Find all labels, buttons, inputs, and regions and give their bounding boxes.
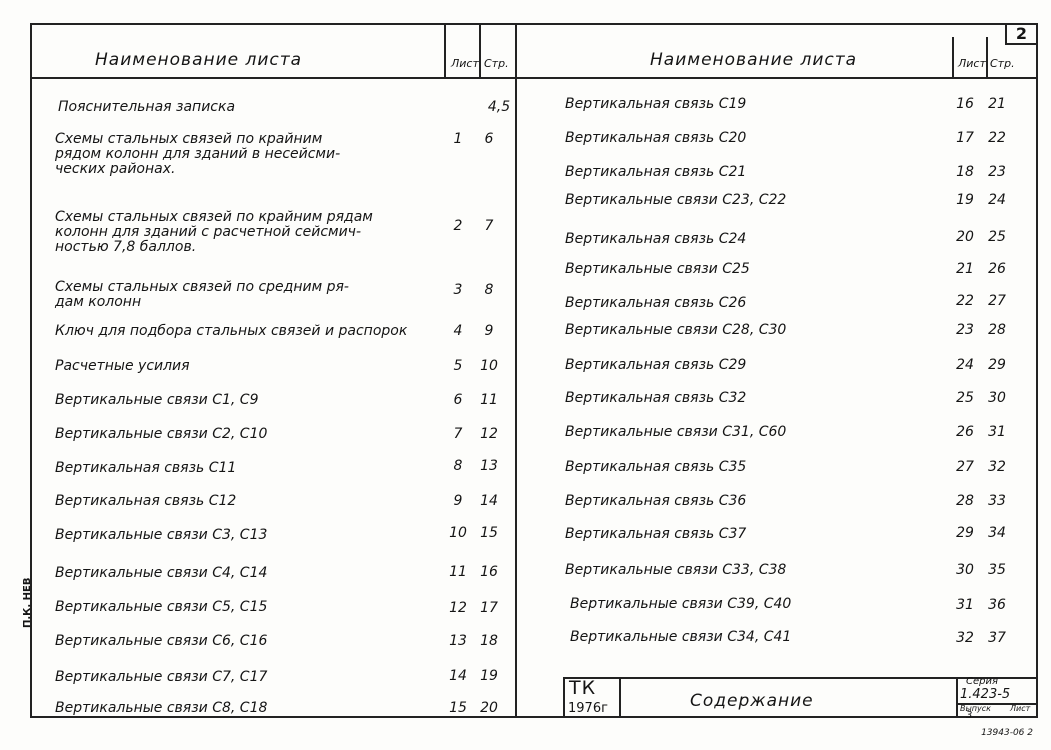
left-row-text: Вертикальная связь С12 (55, 493, 237, 509)
right-row-page: 33 (988, 493, 1006, 509)
left-row-sheet: 8 (453, 458, 463, 474)
sheet-label: Лист (1010, 704, 1031, 713)
right-row-page: 22 (988, 130, 1006, 146)
right-row-sheet: 32 (956, 630, 974, 646)
org-year: 1976г (568, 701, 608, 716)
left-row-page: 12 (480, 426, 498, 442)
left-row-page: 11 (480, 392, 498, 408)
right-sheet-col-line (952, 37, 954, 79)
header-rule (30, 77, 1038, 79)
left-sheet-col-line (444, 23, 446, 79)
left-row-sheet: 14 (449, 668, 467, 684)
right-row-text: Вертикальные связи С25 (565, 261, 750, 277)
left-row-text: Вертикальная связь С11 (55, 460, 237, 476)
right-row-page: 36 (988, 597, 1006, 613)
right-header-page: Стр. (990, 57, 1015, 70)
left-row-sheet: 3 (453, 282, 463, 298)
page-number-badge (1005, 23, 1038, 45)
left-page-col-line (479, 23, 481, 79)
right-row-text: Вертикальные связи С23, С22 (565, 192, 787, 208)
left-row-sheet: 10 (449, 525, 467, 541)
right-row-page: 34 (988, 525, 1006, 541)
right-row-text: Вертикальная связь С36 (565, 493, 747, 509)
right-row-sheet: 20 (956, 229, 974, 245)
right-row-sheet: 16 (956, 96, 974, 112)
left-row-text: Вертикальные связи С3, С13 (55, 527, 268, 543)
right-row-page: 29 (988, 357, 1006, 373)
right-row-page: 27 (988, 293, 1006, 309)
right-row-sheet: 25 (956, 390, 974, 406)
left-row-page: 20 (480, 700, 498, 716)
left-row-sheet: 1 (453, 131, 463, 147)
right-row-page: 26 (988, 261, 1006, 277)
left-row-text: ческих районах. (55, 161, 176, 177)
left-row-sheet: 15 (449, 700, 467, 716)
right-row-text: Вертикальные связи С28, С30 (565, 322, 787, 338)
right-row-page: 21 (988, 96, 1006, 112)
right-row-sheet: 30 (956, 562, 974, 578)
left-row-page: 18 (480, 633, 498, 649)
right-row-sheet: 28 (956, 493, 974, 509)
left-row-sheet: 12 (449, 600, 467, 616)
title-block-right-sep (956, 677, 958, 718)
left-row-text: Расчетные усилия (55, 358, 190, 374)
left-row-page: 19 (480, 668, 498, 684)
right-row-sheet: 24 (956, 357, 974, 373)
left-header-name: Наименование листа (95, 50, 303, 70)
right-row-sheet: 23 (956, 322, 974, 338)
right-row-page: 37 (988, 630, 1006, 646)
right-row-text: Вертикальная связь С35 (565, 459, 747, 475)
right-row-text: Вертикальная связь С24 (565, 231, 747, 247)
left-row-text: Схемы стальных связей по средним ря- (55, 279, 349, 295)
left-row-text: Вертикальные связи С4, С14 (55, 565, 268, 581)
left-row-page: 14 (480, 493, 498, 509)
right-row-sheet: 27 (956, 459, 974, 475)
right-row-sheet: 31 (956, 597, 974, 613)
right-row-page: 28 (988, 322, 1006, 338)
left-row-text: Вертикальные связи С1, С9 (55, 392, 259, 408)
left-row-text: дам колонн (55, 294, 142, 310)
left-row-page: 13 (480, 458, 498, 474)
right-row-page: 24 (988, 192, 1006, 208)
right-row-page: 25 (988, 229, 1006, 245)
right-row-page: 35 (988, 562, 1006, 578)
left-row-page: 10 (480, 358, 498, 374)
left-row-page: 6 (484, 131, 494, 147)
org-code: ТК (569, 677, 597, 699)
left-row-page: 4,5 (487, 99, 511, 115)
left-row-text: Вертикальные связи С8, С18 (55, 700, 268, 716)
left-row-page: 9 (484, 323, 494, 339)
left-header-sheet: Лист (451, 57, 479, 70)
left-header-page: Стр. (484, 57, 509, 70)
right-row-text: Вертикальная связь С19 (565, 96, 747, 112)
right-page-col-line (986, 37, 988, 79)
center-divider (515, 23, 517, 718)
right-row-text: Вертикальная связь С20 (565, 130, 747, 146)
left-row-text: Ключ для подбора стальных связей и распорок (55, 323, 408, 339)
left-row-text: Вертикальные связи С7, С17 (55, 669, 268, 685)
right-row-page: 30 (988, 390, 1006, 406)
right-row-sheet: 22 (956, 293, 974, 309)
issue-value: 3 (966, 710, 973, 721)
right-row-text: Вертикальная связь С21 (565, 164, 747, 180)
left-row-sheet: 13 (449, 633, 467, 649)
right-row-sheet: 21 (956, 261, 974, 277)
right-row-text: Вертикальные связи С39, С40 (570, 596, 792, 612)
left-row-page: 16 (480, 564, 498, 580)
right-row-sheet: 29 (956, 525, 974, 541)
right-row-sheet: 17 (956, 130, 974, 146)
right-row-text: Вертикальные связи С34, С41 (570, 629, 792, 645)
left-row-page: 8 (484, 282, 494, 298)
left-row-text: Схемы стальных связей по крайним (55, 131, 323, 147)
left-row-sheet: 6 (453, 392, 463, 408)
right-row-text: Вертикальная связь С37 (565, 526, 747, 542)
left-row-page: 17 (480, 600, 498, 616)
right-row-text: Вертикальные связи С33, С38 (565, 562, 787, 578)
organization-stamp (563, 678, 621, 718)
left-row-text: Вертикальные связи С5, С15 (55, 599, 268, 615)
footer-code: 13943-06 2 (981, 728, 1033, 738)
left-row-page: 15 (480, 525, 498, 541)
series-value: 1.423-5 (960, 687, 1011, 702)
left-row-sheet: 5 (453, 358, 463, 374)
left-row-sheet: 9 (453, 493, 463, 509)
right-row-page: 32 (988, 459, 1006, 475)
right-header-sheet: Лист (958, 57, 986, 70)
issue-label: Выпуск (960, 704, 991, 713)
right-row-page: 23 (988, 164, 1006, 180)
left-row-text: Вертикальные связи С6, С16 (55, 633, 268, 649)
left-row-text: Пояснительная записка (58, 99, 236, 115)
series-label: Серия (966, 676, 998, 687)
left-row-page: 7 (484, 218, 494, 234)
left-row-text: Схемы стальных связей по крайним рядам (55, 209, 373, 225)
right-row-text: Вертикальные связи С31, С60 (565, 424, 787, 440)
left-row-sheet: 4 (453, 323, 463, 339)
left-row-text: Вертикальные связи С2, С10 (55, 426, 268, 442)
side-stamp: П.К. НЕВ (22, 577, 33, 628)
right-row-text: Вертикальная связь С29 (565, 357, 747, 373)
document-title: Содержание (690, 691, 814, 711)
right-header-name: Наименование листа (650, 50, 858, 70)
page-number: 2 (1015, 24, 1028, 43)
right-row-sheet: 26 (956, 424, 974, 440)
left-row-sheet: 11 (449, 564, 467, 580)
right-row-sheet: 18 (956, 164, 974, 180)
left-row-sheet: 2 (453, 218, 463, 234)
right-row-page: 31 (988, 424, 1006, 440)
left-row-text: колонн для зданий с расчетной сейсмич- (55, 224, 362, 240)
left-row-text: рядом колонн для зданий в несейсми- (55, 146, 341, 162)
right-row-text: Вертикальная связь С26 (565, 295, 747, 311)
left-row-sheet: 7 (453, 426, 463, 442)
left-row-text: ностью 7,8 баллов. (55, 239, 197, 255)
right-row-sheet: 19 (956, 192, 974, 208)
right-row-text: Вертикальная связь С32 (565, 390, 747, 406)
